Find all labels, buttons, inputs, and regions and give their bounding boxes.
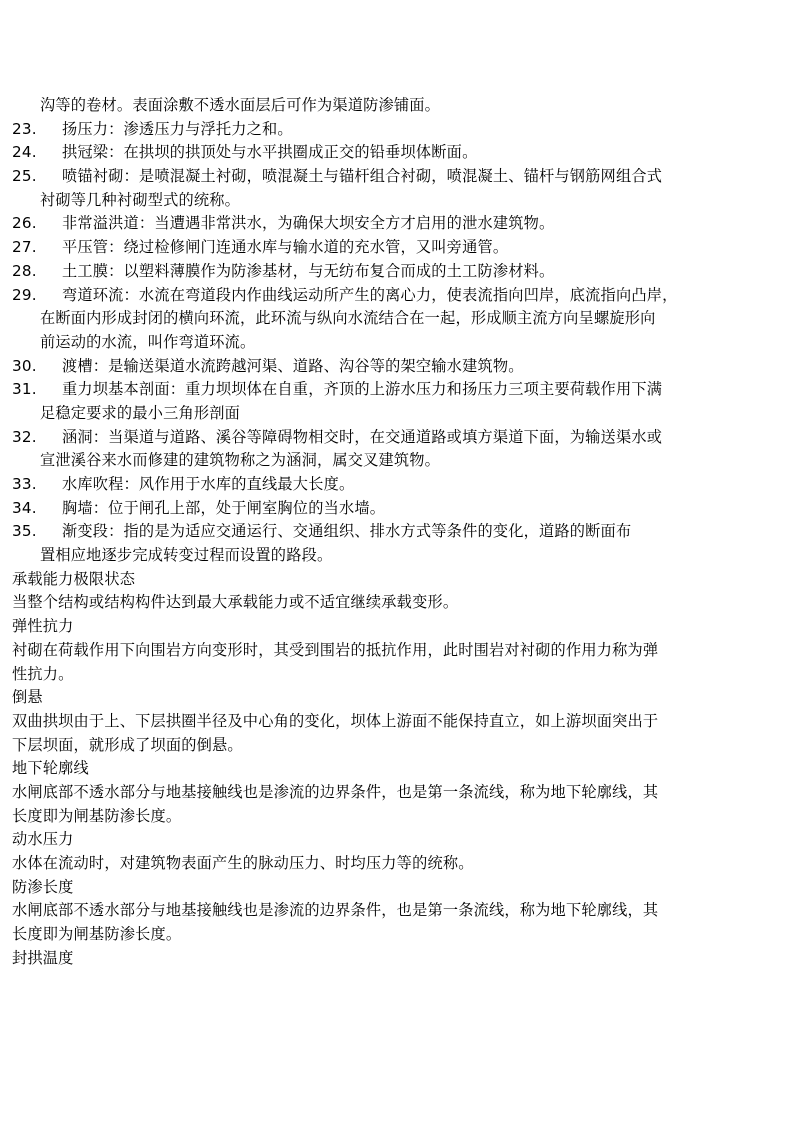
glossary-item-line	[12, 497, 792, 521]
glossary-item-line	[12, 284, 792, 308]
glossary-item-line	[12, 212, 792, 236]
term-definition: 下层坝面，就形成了坝面的倒悬。	[12, 735, 243, 754]
term-heading: 防渗长度	[12, 877, 74, 896]
term-section	[12, 828, 792, 875]
item-number: 23.	[12, 119, 37, 138]
item-number: 31.	[12, 380, 37, 399]
item-number: 28.	[12, 261, 37, 280]
term-definition: 长度即为闸基防渗长度。	[12, 925, 182, 944]
item-text: 重力坝基本剖面：重力坝坝体在自重，齐顶的上游水压力和扬压力三项主要荷载作用下满	[62, 380, 663, 399]
item-text: 渡槽：是输送渠道水流跨越河渠、道路、沟谷等的架空输水建筑物。	[62, 356, 524, 375]
item-text: 水库吹程：风作用于水库的直线最大长度。	[62, 475, 355, 493]
glossary-item-line	[12, 473, 792, 497]
item-text: 涵洞：当渠道与道路、溪谷等障碍物相交时，在交通道路或填方渠道下面，为输送渠水或	[62, 427, 663, 446]
glossary-item	[12, 212, 792, 236]
term-definition: 水体在流动时，对建筑物表面产生的脉动压力、时均压力等的统称。	[12, 854, 474, 872]
item-text: 拱冠梁：在拱坝的拱顶处与水平拱圈成正交的铅垂坝体断面。	[62, 143, 478, 162]
item-continuation-text: 足稳定要求的最小三角形剖面	[40, 403, 241, 422]
item-number: 34.	[12, 498, 37, 517]
glossary-item	[12, 141, 792, 165]
document-body	[12, 94, 792, 970]
glossary-item	[12, 355, 792, 379]
glossary-item-line	[12, 118, 792, 142]
glossary-item	[12, 94, 792, 118]
item-continuation-text: 前运动的水流，叫作弯道环流。	[40, 332, 256, 351]
term-heading: 承载能力极限状态	[12, 569, 136, 588]
item-continuation-text: 在断面内形成封闭的横向环流，此环流与纵向水流结合在一起，形成顺主流方向呈螺旋形向	[40, 309, 656, 328]
item-continuation-text: 宣泄溪谷来水而修建的建筑物称之为涵洞，属交叉建筑物。	[40, 451, 441, 470]
glossary-item-line	[12, 94, 792, 118]
item-number: 29.	[12, 285, 37, 304]
term-heading: 倒悬	[12, 688, 43, 707]
term-heading: 弹性抗力	[12, 617, 74, 636]
glossary-item	[12, 497, 792, 521]
item-number: 33.	[12, 475, 37, 493]
item-text: 沟等的卷材。表面涂敷不透水面层后可作为渠道防渗铺面。	[40, 96, 441, 114]
glossary-item	[12, 118, 792, 142]
glossary-item-line	[12, 355, 792, 379]
term-definition: 衬砌在荷载作用下向围岩方向变形时，其受到围岩的抵抗作用，此时围岩对衬砌的作用力称为弹	[12, 640, 659, 659]
glossary-item	[12, 473, 792, 497]
glossary-item-line	[12, 165, 792, 189]
item-continuation-text: 置相应地逐步完成转变过程而设置的路段。	[40, 546, 333, 565]
item-number: 27.	[12, 238, 37, 257]
item-text: 非常溢洪道：当遭遇非常洪水，为确保大坝安全方才启用的泄水建筑物。	[62, 214, 555, 233]
term-section	[12, 568, 792, 615]
glossary-item-line	[12, 260, 792, 284]
glossary-item	[12, 165, 792, 212]
term-definition: 双曲拱坝由于上、下层拱圈半径及中心角的变化，坝体上游面不能保持直立，如上游坝面突出于	[12, 711, 659, 730]
item-number: 35.	[12, 522, 37, 541]
glossary-item-line	[12, 426, 792, 450]
glossary-item	[12, 284, 792, 355]
item-text: 土工膜：以塑料薄膜作为防渗基材，与无纺布复合而成的土工防渗材料。	[62, 261, 555, 280]
item-text: 平压管：绕过检修闸门连通水库与输水道的充水管，又叫旁通管。	[62, 238, 509, 257]
glossary-item-line	[12, 520, 792, 544]
item-continuation-text: 衬砌等几种衬砌型式的统称。	[40, 190, 241, 209]
term-definition: 当整个结构或结构构件达到最大承载能力或不适宜继续承载变形。	[12, 593, 459, 612]
item-number: 30.	[12, 356, 37, 375]
glossary-item	[12, 378, 792, 425]
term-section	[12, 686, 792, 757]
term-section	[12, 876, 792, 947]
item-text: 渐变段：指的是为适应交通运行、交通组织、排水方式等条件的变化，道路的断面布	[62, 522, 632, 541]
item-number: 24.	[12, 143, 37, 162]
term-section	[12, 615, 792, 686]
term-heading: 地下轮廓线	[12, 759, 89, 778]
term-section	[12, 757, 792, 828]
term-heading: 动水压力	[12, 830, 74, 849]
item-number: 32.	[12, 427, 37, 446]
glossary-item	[12, 236, 792, 260]
item-text: 弯道环流：水流在弯道段内作曲线运动所产生的离心力，使表流指向凹岸，底流指向凸岸，	[62, 285, 678, 304]
glossary-item	[12, 426, 792, 473]
term-definition: 水闸底部不透水部分与地基接触线也是渗流的边界条件，也是第一条流线，称为地下轮廓线，其	[12, 901, 659, 920]
term-section	[12, 947, 792, 971]
glossary-item	[12, 520, 792, 567]
term-definition: 水闸底部不透水部分与地基接触线也是渗流的边界条件，也是第一条流线，称为地下轮廓线，其	[12, 782, 659, 801]
glossary-item-line	[12, 378, 792, 402]
term-definition: 性抗力。	[12, 664, 74, 683]
item-number: 25.	[12, 167, 37, 186]
item-text: 喷锚衬砌：是喷混凝土衬砌，喷混凝土与锚杆组合衬砌，喷混凝土、锚杆与钢筋网组合式	[62, 167, 663, 186]
item-text: 扬压力：渗透压力与浮托力之和。	[62, 119, 293, 138]
item-text: 胸墙：位于闸孔上部，处于闸室胸位的当水墙。	[62, 498, 386, 517]
item-number: 26.	[12, 214, 37, 233]
term-heading: 封拱温度	[12, 948, 74, 967]
glossary-item-line	[12, 236, 792, 260]
glossary-item-line	[12, 141, 792, 165]
glossary-item	[12, 260, 792, 284]
term-definition: 长度即为闸基防渗长度。	[12, 806, 182, 825]
